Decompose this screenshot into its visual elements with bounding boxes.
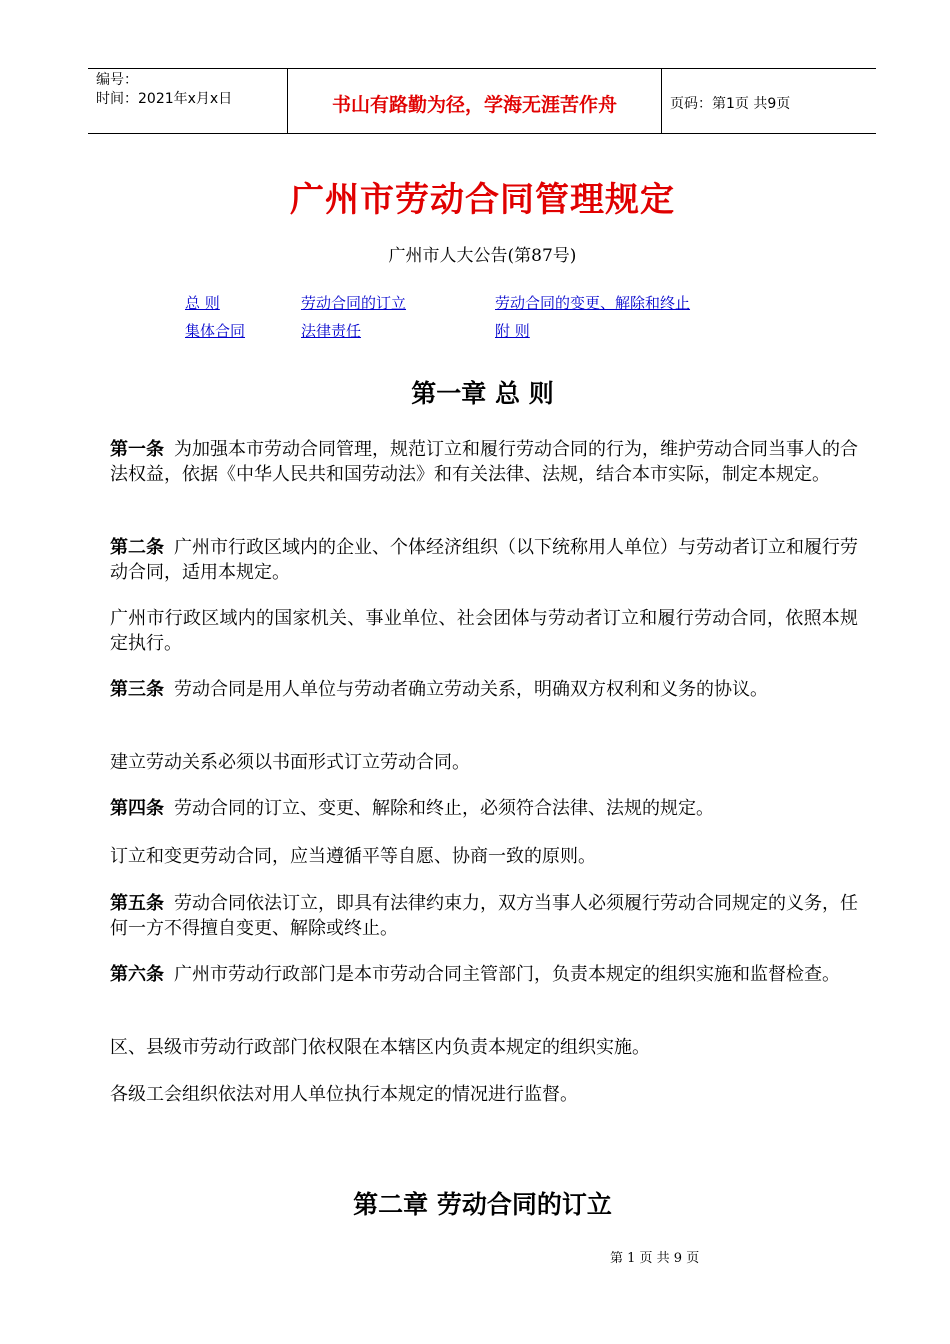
paragraph-text: 建立劳动关系必须以书面形式订立劳动合同。 <box>110 752 470 773</box>
paragraph-text: 广州市行政区域内的国家机关、事业单位、社会团体与劳动者订立和履行劳动合同，依照本规定执行。 <box>110 608 858 654</box>
header-table <box>88 68 876 134</box>
article-text: 广州市劳动行政部门是本市劳动合同主管部门，负责本规定的组织实施和监督检查。 <box>174 964 840 985</box>
document-subtitle: 广州市人大公告(第87号) <box>388 246 577 266</box>
header-motto: 书山有路勤为径，学海无涯苦作舟 <box>288 69 662 133</box>
article-text: 劳动合同是用人单位与劳动者确立劳动关系，明确双方权利和义务的协议。 <box>174 679 768 700</box>
time-label: 时间：2021年x月x日 <box>96 91 233 107</box>
article-text: 广州市行政区域内的企业、个体经济组织（以下统称用人单位）与劳动者订立和履行劳动合同，适用本规定。 <box>110 537 858 583</box>
article-text: 为加强本市劳动合同管理，规范订立和履行劳动合同的行为，维护劳动合同当事人的合法权益，依据《中华人民共和国劳动法》和有关法律、法规，结合本市实际，制定本规定。 <box>110 439 858 485</box>
article-number: 第四条 <box>110 798 164 819</box>
header-page-info: 页码：第1页 共9页 <box>670 96 791 112</box>
article-number: 第一条 <box>110 439 164 460</box>
paragraph <box>110 891 858 941</box>
paragraph <box>110 962 858 987</box>
toc-link-collective[interactable]: 集体合同 <box>185 322 246 340</box>
article-number: 第五条 <box>110 893 164 914</box>
chapter-heading: 第一章 总 则 <box>411 379 554 408</box>
paragraph <box>110 1082 858 1107</box>
paragraph <box>110 437 858 487</box>
toc-link-liability[interactable]: 法律责任 <box>301 322 362 340</box>
toc-link-general[interactable]: 总 则 <box>185 294 220 312</box>
article-number: 第三条 <box>110 679 164 700</box>
chapter-heading: 第二章 劳动合同的订立 <box>353 1190 612 1219</box>
page-footer: 第 1 页 共 9 页 <box>610 1251 700 1266</box>
article-number: 第六条 <box>110 964 164 985</box>
paragraph <box>110 750 858 775</box>
paragraph-text: 各级工会组织依法对用人单位执行本规定的情况进行监督。 <box>110 1084 578 1105</box>
article-number: 第二条 <box>110 537 164 558</box>
header-meta <box>88 69 288 133</box>
paragraph <box>110 1035 858 1060</box>
document-title: 广州市劳动合同管理规定 <box>290 180 675 220</box>
paragraph-text: 订立和变更劳动合同，应当遵循平等自愿、协商一致的原则。 <box>110 846 596 867</box>
paragraph <box>110 796 858 821</box>
toc-link-supplementary[interactable]: 附 则 <box>495 322 530 340</box>
paragraph <box>110 606 858 656</box>
article-text: 劳动合同依法订立，即具有法律约束力，双方当事人必须履行劳动合同规定的义务，任何一方不得擅自变更、解除或终止。 <box>110 893 858 939</box>
paragraph-text: 区、县级市劳动行政部门依权限在本辖区内负责本规定的组织实施。 <box>110 1037 650 1058</box>
toc-link-conclusion[interactable]: 劳动合同的订立 <box>301 294 407 312</box>
paragraph <box>110 535 858 585</box>
paragraph <box>110 844 858 869</box>
number-label: 编号： <box>96 72 138 88</box>
toc-link-change[interactable]: 劳动合同的变更、解除和终止 <box>495 294 691 312</box>
paragraph <box>110 677 858 702</box>
article-text: 劳动合同的订立、变更、解除和终止，必须符合法律、法规的规定。 <box>174 798 714 819</box>
